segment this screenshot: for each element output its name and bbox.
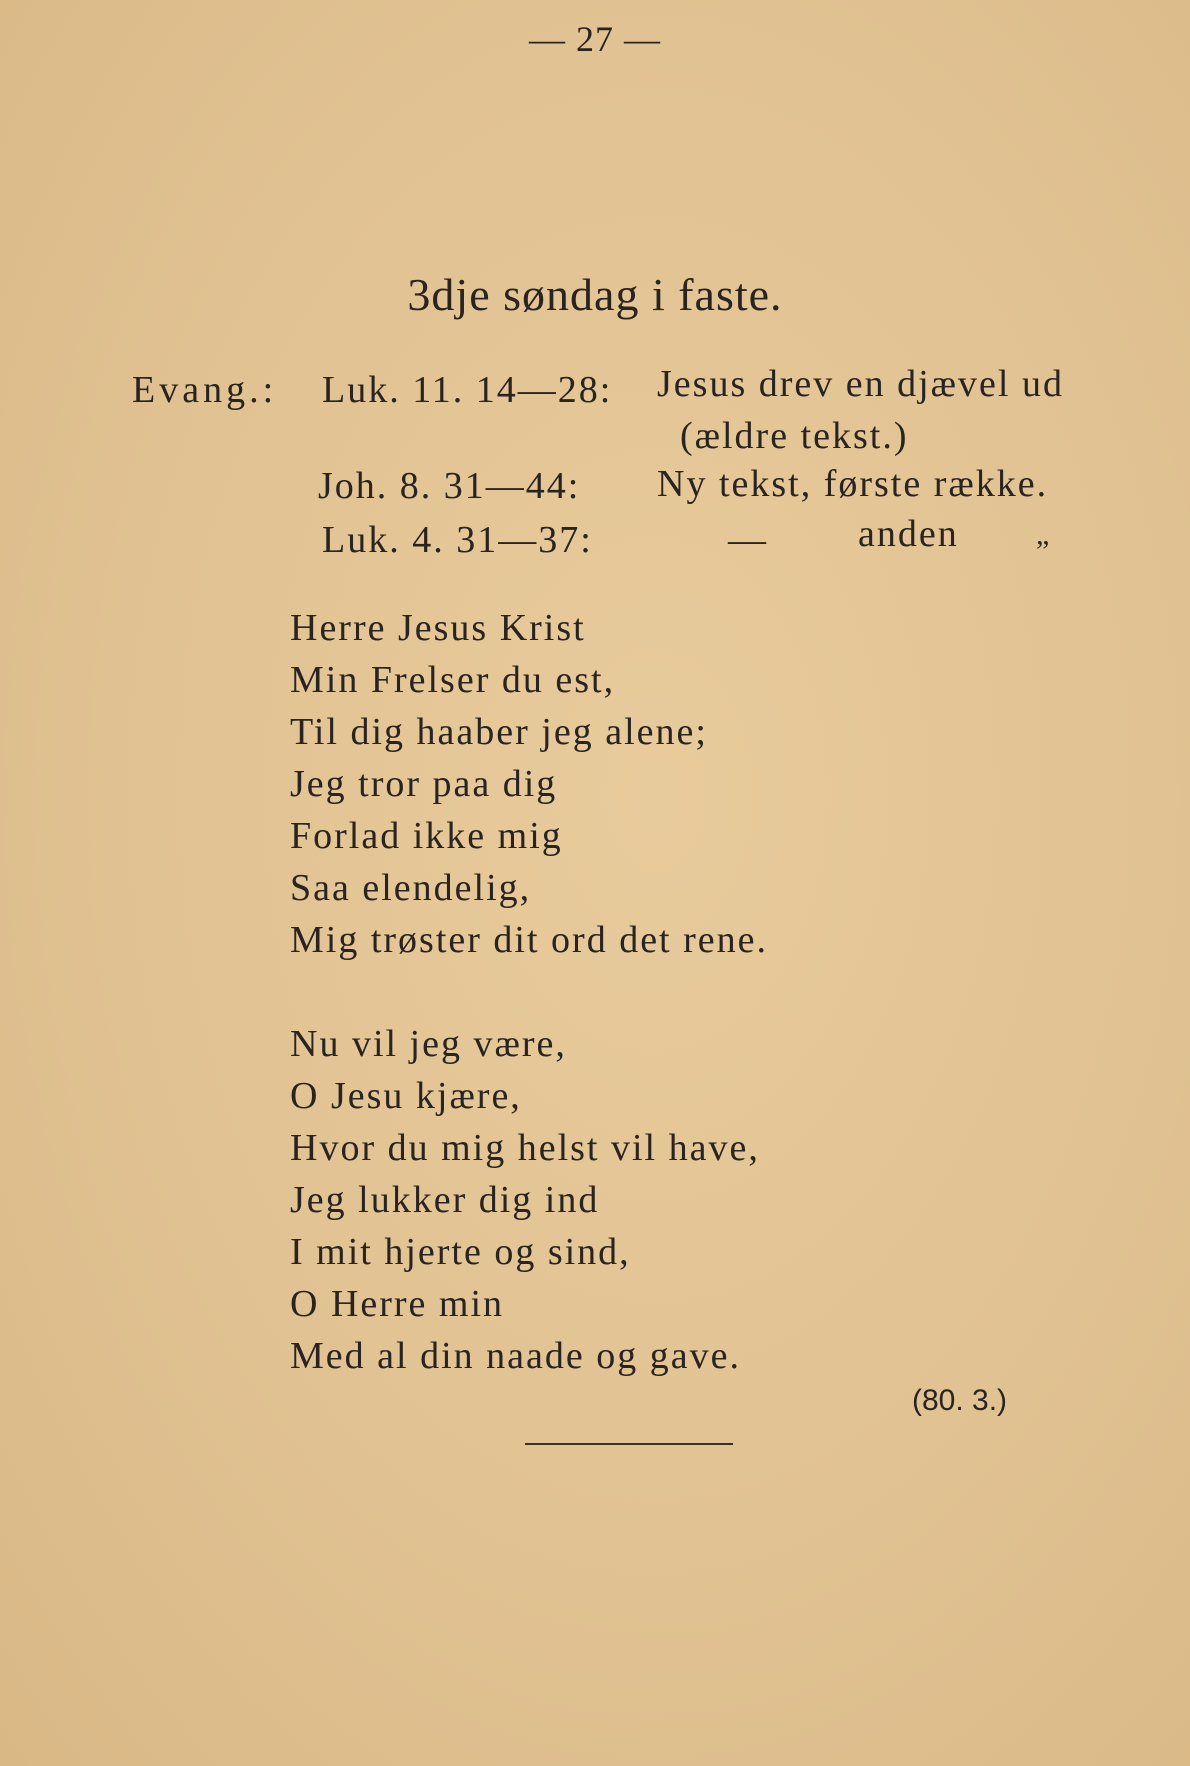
- hymn-line: Jeg lukker dig ind: [290, 1179, 600, 1221]
- readings-label: Evang.:: [132, 369, 278, 411]
- reading-note: (ældre tekst.): [680, 415, 909, 457]
- hymn-line: Jeg tror paa dig: [290, 763, 558, 805]
- hymn-line: Til dig haaber jeg alene;: [290, 711, 708, 753]
- hymn-stanza: [290, 602, 768, 966]
- hymn-line: Nu vil jeg være,: [290, 1023, 567, 1065]
- hymn-line: Min Frelser du est,: [290, 659, 616, 701]
- hymn-line: Forlad ikke mig: [290, 815, 563, 857]
- hymn-line: Mig trøster dit ord det rene.: [290, 919, 769, 961]
- reading-reference: Luk. 11. 14—28:: [322, 369, 613, 411]
- reading-text: Jesus drev en djævel ud: [657, 363, 1064, 405]
- hymn-reference: (80. 3.): [912, 1384, 1008, 1417]
- hymn-line: Med al din naade og gave.: [290, 1335, 741, 1377]
- hymn-line: Herre Jesus Krist: [290, 607, 586, 649]
- page-number: — 27 —: [529, 19, 661, 59]
- reading-reference: Joh. 8. 31—44:: [318, 465, 581, 507]
- hymn-stanza: [290, 1018, 760, 1382]
- hymn-line: I mit hjerte og sind,: [290, 1231, 631, 1273]
- hymn-line: Saa elendelig,: [290, 867, 532, 909]
- divider-rule: [525, 1443, 733, 1445]
- hymn-line: O Jesu kjære,: [290, 1075, 522, 1117]
- reading-text: Ny tekst, første række.: [657, 463, 1049, 505]
- hymn-line: Hvor du mig helst vil have,: [290, 1127, 760, 1169]
- reading-text: anden: [858, 513, 959, 555]
- ditto-mark: „: [1036, 518, 1052, 551]
- ditto-dash: —: [728, 519, 768, 561]
- page-title: 3dje søndag i faste.: [407, 269, 783, 320]
- reading-reference: Luk. 4. 31—37:: [322, 519, 593, 561]
- hymn-line: O Herre min: [290, 1283, 505, 1325]
